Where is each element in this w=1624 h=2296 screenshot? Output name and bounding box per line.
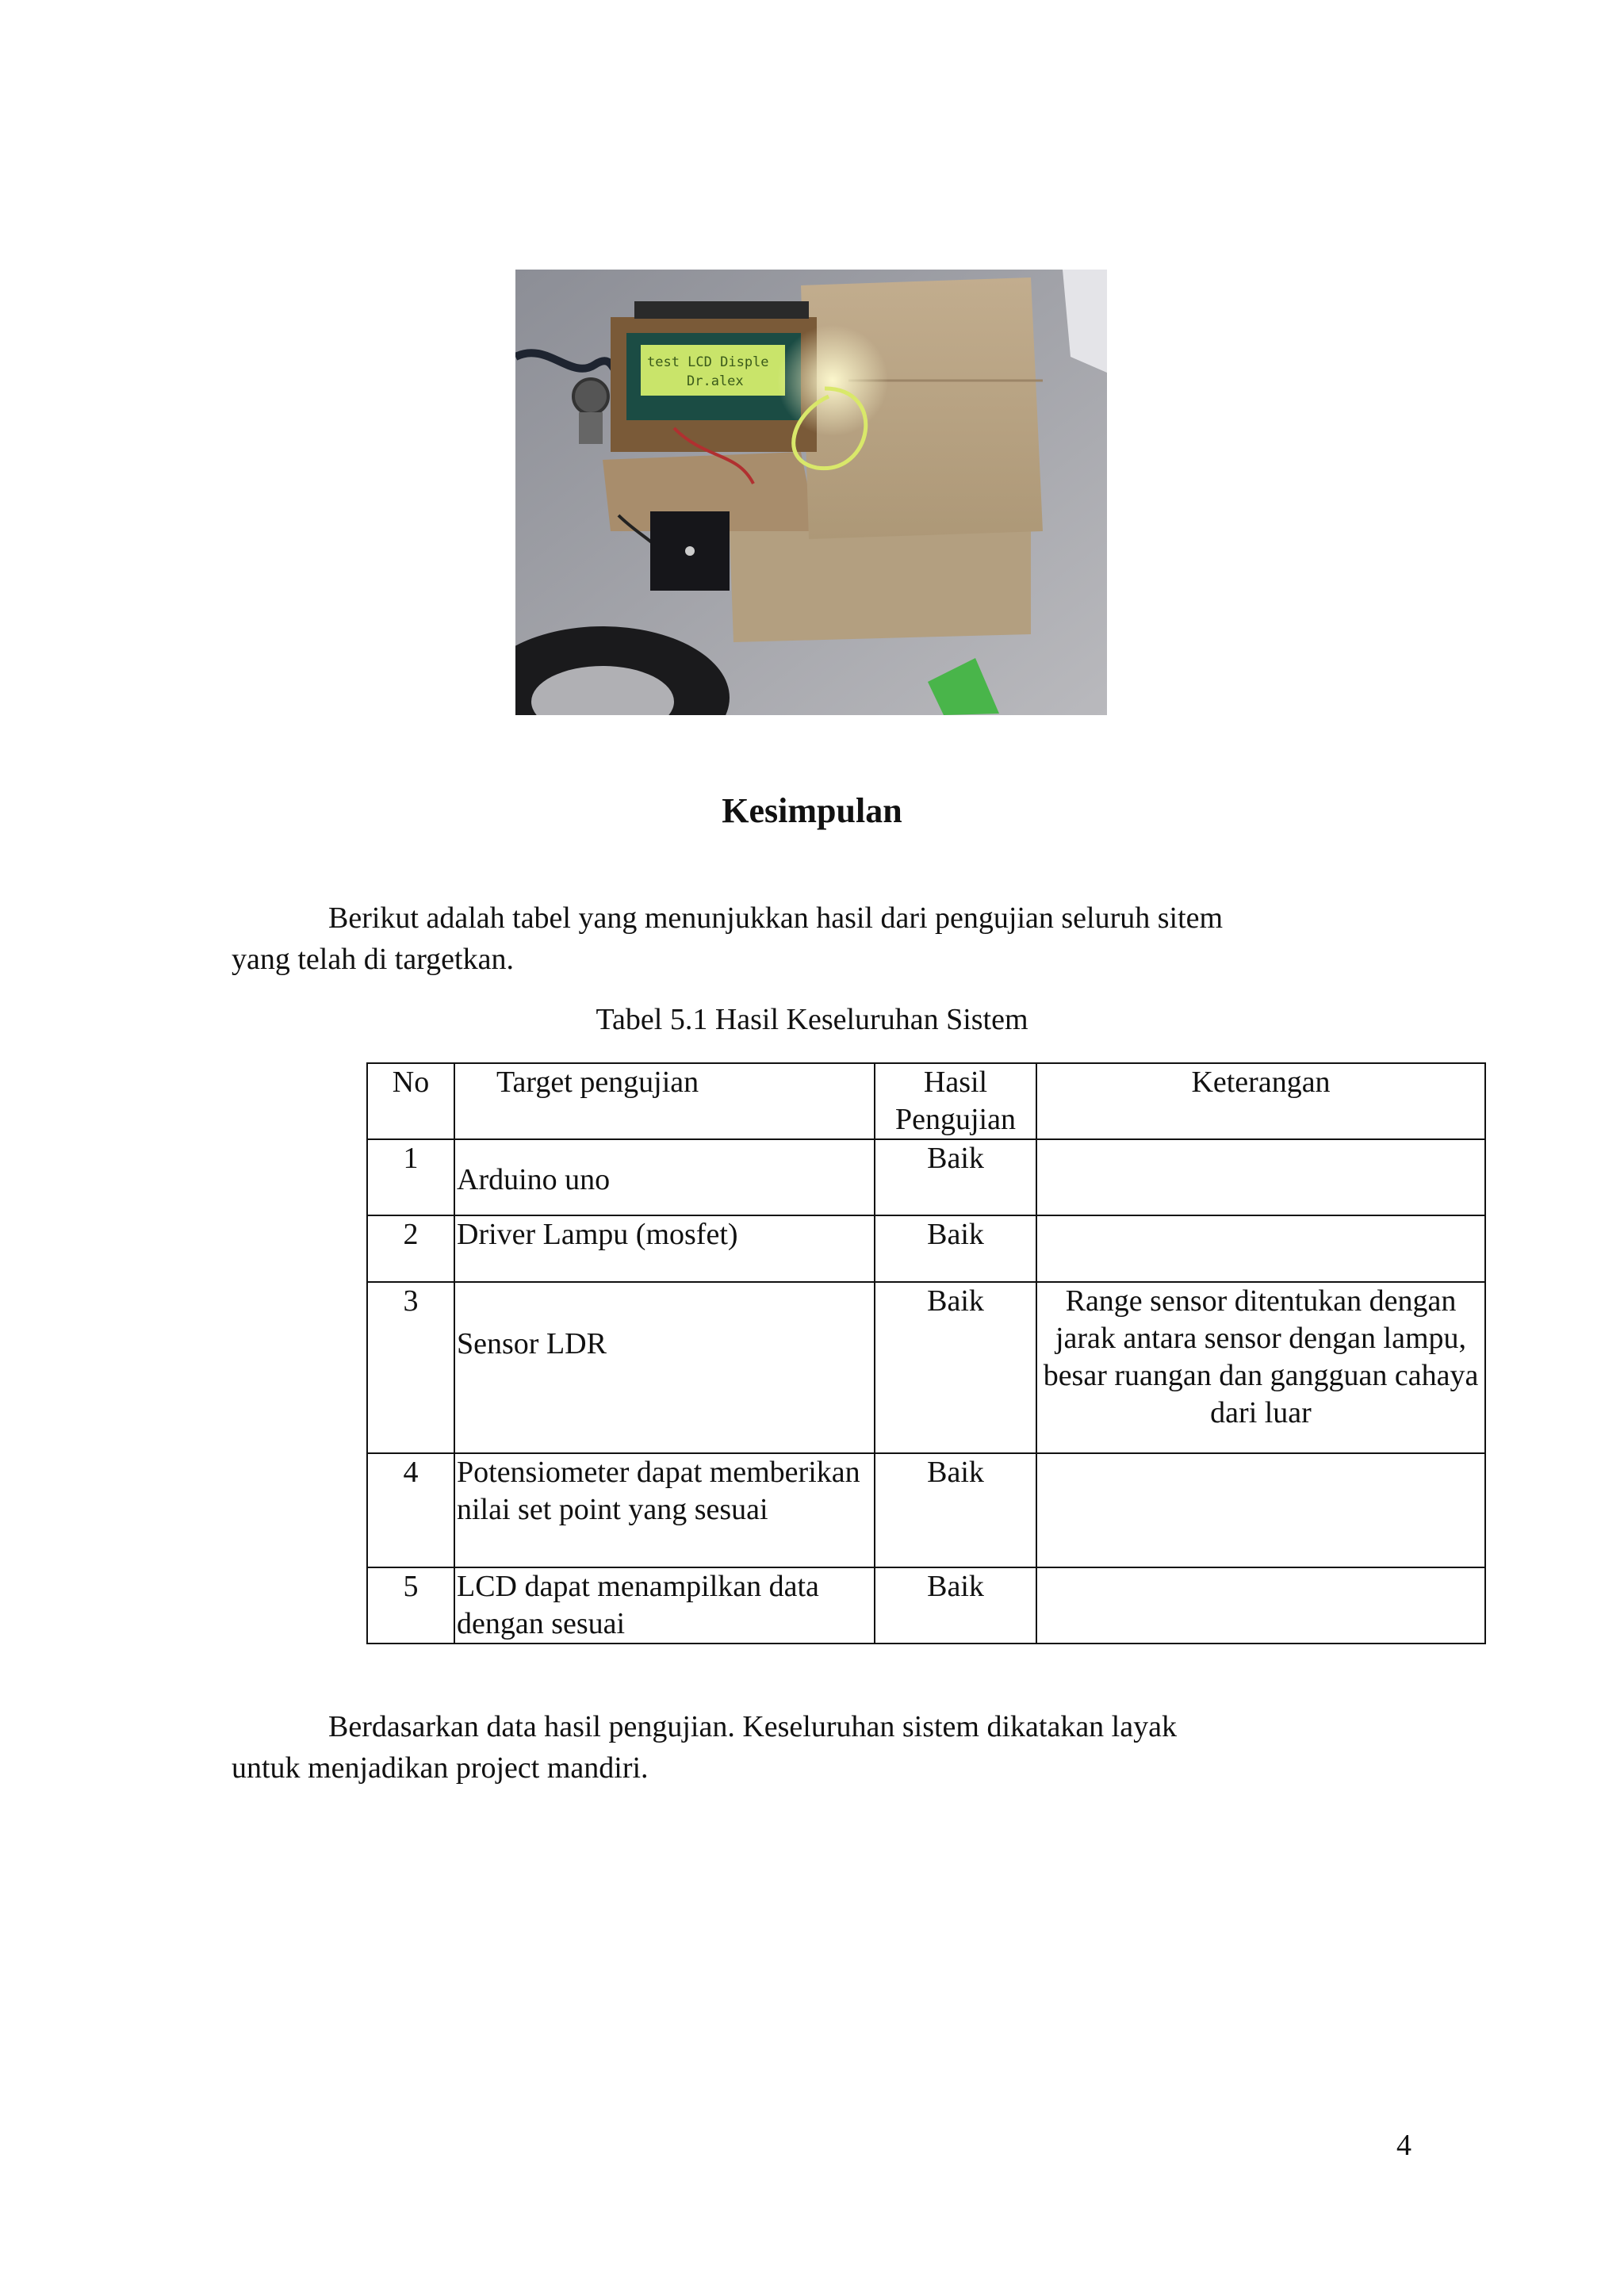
row-hasil: Baik [875, 1282, 1036, 1453]
header-hasil-line1: Hasil [923, 1066, 988, 1099]
table-row [367, 1567, 1485, 1644]
lcd-text-line2: Dr.alex [687, 373, 744, 389]
conclusion-line-2: untuk menjadikan project mandiri. [232, 1751, 649, 1785]
page-number: 4 [1396, 2129, 1411, 2162]
row-keterangan [1036, 1567, 1485, 1644]
row-no: 2 [367, 1215, 454, 1282]
row-no: 1 [367, 1139, 454, 1215]
table-row [367, 1453, 1485, 1567]
header-no: No [367, 1063, 454, 1139]
conclusion-line-1: Berdasarkan data hasil pengujian. Keseluruhan sistem dikatakan layak [328, 1710, 1177, 1743]
intro-line-2: yang telah di targetkan. [232, 943, 514, 976]
lcd-text-line1: test LCD Disple [647, 354, 769, 370]
row-target: Potensiometer dapat memberikan nilai set point yang sesuai [454, 1453, 875, 1567]
section-heading: Kesimpulan [722, 791, 902, 830]
row-no: 5 [367, 1567, 454, 1644]
table-header-row [367, 1063, 1485, 1139]
prototype-photo-drawing [515, 270, 1107, 715]
row-no: 4 [367, 1453, 454, 1567]
row-keterangan [1036, 1453, 1485, 1567]
intro-paragraph [232, 897, 1342, 980]
conclusion-paragraph [232, 1706, 1342, 1789]
header-hasil [875, 1063, 1036, 1139]
row-target: LCD dapat menampilkan data dengan sesuai [454, 1567, 875, 1644]
table-row [367, 1215, 1485, 1282]
row-target: Arduino uno [454, 1139, 875, 1215]
row-no: 3 [367, 1282, 454, 1453]
intro-line-1: Berikut adalah tabel yang menunjukkan hasil dari pengujian seluruh sitem [328, 901, 1224, 935]
table-caption: Tabel 5.1 Hasil Keseluruhan Sistem [596, 1003, 1028, 1036]
header-keterangan: Keterangan [1036, 1063, 1485, 1139]
row-hasil: Baik [875, 1139, 1036, 1215]
row-keterangan [1036, 1215, 1485, 1282]
header-hasil-line2: Pengujian [895, 1103, 1016, 1136]
header-target: Target pengujian [454, 1063, 875, 1139]
row-hasil: Baik [875, 1567, 1036, 1644]
prototype-photo [515, 270, 1107, 715]
row-keterangan [1036, 1139, 1485, 1215]
row-hasil: Baik [875, 1453, 1036, 1567]
row-hasil: Baik [875, 1215, 1036, 1282]
row-keterangan: Range sensor ditentukan dengan jarak antara sensor dengan lampu, besar ruangan dan gangguan cahaya dari luar [1036, 1282, 1485, 1453]
row-target: Sensor LDR [454, 1282, 875, 1453]
results-table [366, 1062, 1486, 1644]
row-target: Driver Lampu (mosfet) [454, 1215, 875, 1282]
table-row [367, 1282, 1485, 1453]
table-row [367, 1139, 1485, 1215]
